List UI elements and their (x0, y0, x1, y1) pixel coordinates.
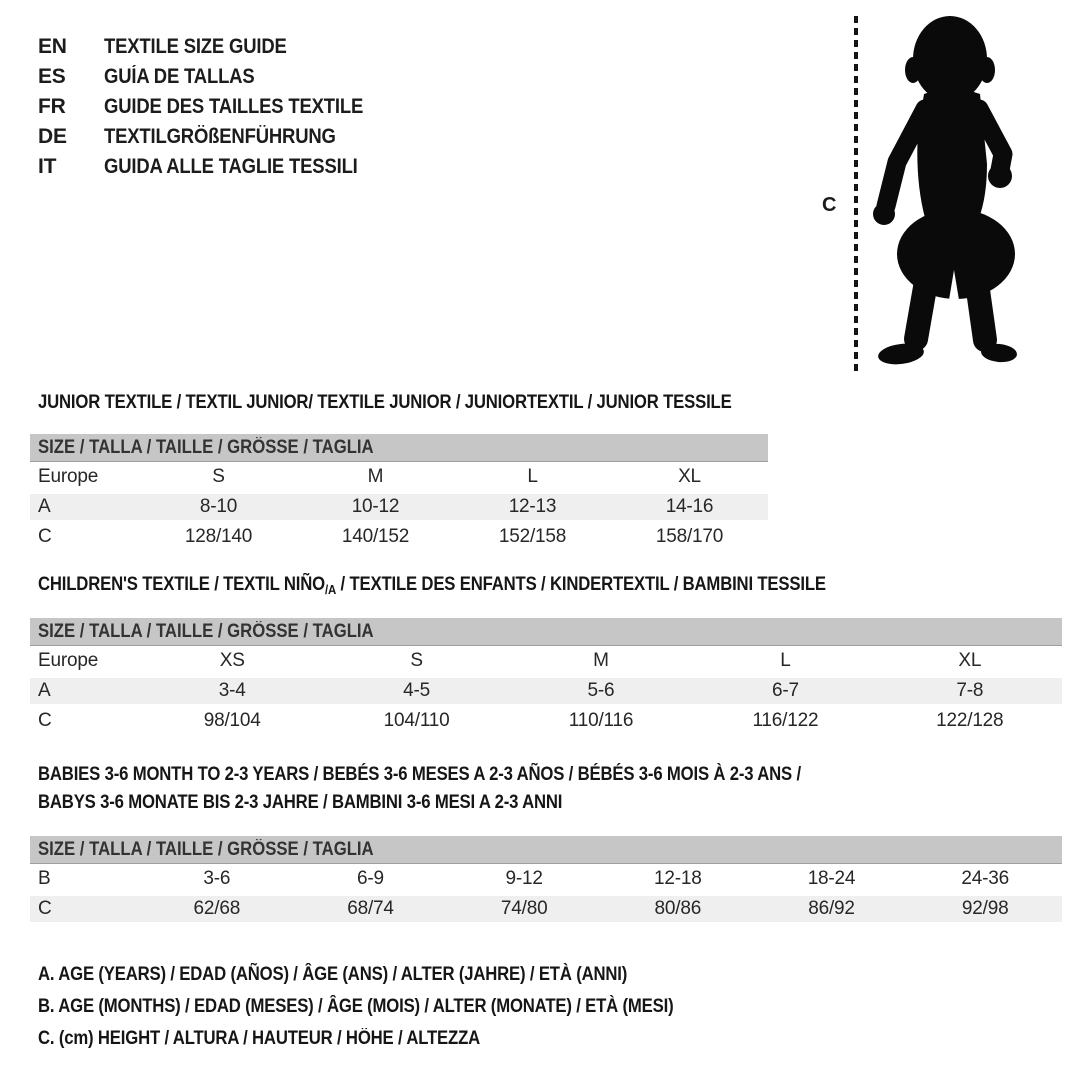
junior-size-table (30, 434, 768, 552)
height-cell: 128/140 (184, 526, 253, 547)
size-cell: L (780, 650, 791, 671)
months-cell: 24-36 (961, 868, 1009, 889)
size-cell: S (212, 466, 225, 487)
language-row (38, 122, 398, 152)
children-size-table (30, 618, 1062, 736)
height-cell: 92/98 (961, 898, 1009, 919)
size-cell: XL (678, 466, 701, 487)
height-cell: 86/92 (808, 898, 855, 919)
language-code: ES (38, 65, 66, 88)
guide-title-it: GUIDA ALLE TAGLIE TESSILI (104, 155, 358, 178)
size-header-bar: SIZE / TALLA / TAILLE / GRÖSSE / TAGLIA (30, 434, 768, 462)
table-row (30, 522, 768, 552)
language-title-block (38, 32, 398, 182)
age-cell: 8-10 (199, 496, 238, 517)
size-cell: M (367, 466, 384, 487)
language-row (38, 32, 398, 62)
months-cell: 3-6 (203, 868, 231, 889)
height-cell: 140/152 (341, 526, 410, 547)
language-code: EN (38, 35, 67, 58)
table-row (30, 706, 1062, 736)
age-cell: 6-7 (771, 680, 799, 701)
height-cell: 74/80 (500, 898, 548, 919)
size-cell: XL (958, 650, 982, 671)
age-cell: 5-6 (587, 680, 615, 701)
height-cell: 80/86 (654, 898, 702, 919)
height-cell: 62/68 (193, 898, 241, 919)
months-cell: 9-12 (505, 868, 543, 889)
table-row (30, 462, 768, 492)
title-subscript: /A (324, 582, 337, 597)
height-cell: 152/158 (498, 526, 567, 547)
row-label: Europe (38, 466, 99, 487)
age-cell: 10-12 (351, 496, 400, 517)
size-cell: S (410, 650, 423, 671)
row-label: A (38, 680, 51, 701)
language-row (38, 92, 398, 122)
section-babies-title-line1: BABIES 3-6 MONTH TO 2-3 YEARS / BEBÉS 3-6 MESES A 2-3 AÑOS / BÉBÉS 3-6 MOIS À 2-3 ANS / (38, 764, 801, 785)
size-header-bar: SIZE / TALLA / TAILLE / GRÖSSE / TAGLIA (30, 836, 1062, 864)
table-row (30, 492, 768, 522)
size-cell: L (527, 466, 538, 487)
table-row (30, 676, 1062, 706)
height-cell: 158/170 (655, 526, 724, 547)
legend-age-months: B. AGE (MONTHS) / EDAD (MESES) / ÂGE (MOIS) / ALTER (MONATE) / ETÀ (MESI) (38, 996, 674, 1017)
language-row (38, 152, 398, 182)
row-label: Europe (38, 650, 99, 671)
language-code: IT (38, 155, 57, 178)
section-junior-title: JUNIOR TEXTILE / TEXTIL JUNIOR/ TEXTILE JUNIOR / JUNIORTEXTIL / JUNIOR TESSILE (38, 392, 732, 413)
row-label: C (38, 526, 52, 547)
age-cell: 12-13 (508, 496, 557, 517)
size-header-bar: SIZE / TALLA / TAILLE / GRÖSSE / TAGLIA (30, 618, 1062, 646)
months-cell: 12-18 (654, 868, 702, 889)
months-cell: 6-9 (357, 868, 384, 889)
row-label: A (38, 496, 51, 517)
guide-title-de: TEXTILGRÖßENFÜHRUNG (104, 125, 336, 148)
language-code: DE (38, 125, 67, 148)
height-cell: 116/122 (752, 710, 819, 731)
row-label: C (38, 710, 52, 731)
height-cell: 104/110 (383, 710, 450, 731)
height-cell: 68/74 (347, 898, 394, 919)
size-cell: M (593, 650, 609, 671)
guide-title-es: GUÍA DE TALLAS (104, 65, 255, 88)
guide-title-en: TEXTILE SIZE GUIDE (104, 35, 287, 58)
age-cell: 4-5 (403, 680, 431, 701)
age-cell: 14-16 (665, 496, 714, 517)
legend-age-years: A. AGE (YEARS) / EDAD (AÑOS) / ÂGE (ANS) / ALTER (JAHRE) / ETÀ (ANNI) (38, 964, 628, 985)
section-children-title: CHILDREN'S TEXTILE / TEXTIL $NIÑO_{/A}$ / TEXTILE DES ENFANTS / KINDERTEXTIL / BAMBINI TESSILE (38, 574, 826, 597)
height-cell: 122/128 (936, 710, 1004, 731)
toddler-silhouette-icon (868, 14, 1020, 366)
row-label: C (38, 898, 52, 919)
height-dashed-line (854, 16, 858, 372)
height-cell: 98/104 (203, 710, 261, 731)
table-row (30, 864, 1062, 894)
language-code: FR (38, 95, 66, 118)
height-marker-label: C (822, 194, 837, 216)
guide-title-fr: GUIDE DES TAILLES TEXTILE (104, 95, 364, 118)
age-cell: 3-4 (218, 680, 246, 701)
table-row (30, 894, 1062, 924)
section-babies-title-line2: BABYS 3-6 MONATE BIS 2-3 JAHRE / BAMBINI 3-6 MESI A 2-3 ANNI (38, 792, 563, 813)
legend-height-cm: C. (cm) HEIGHT / ALTURA / HAUTEUR / HÖHE / ALTEZZA (38, 1028, 481, 1049)
babies-size-table (30, 836, 1062, 924)
height-cell: 110/116 (568, 710, 634, 731)
months-cell: 18-24 (807, 868, 856, 889)
table-row (30, 646, 1062, 676)
age-cell: 7-8 (956, 680, 984, 701)
row-label: B (38, 868, 51, 889)
language-row (38, 62, 398, 92)
size-cell: XS (219, 650, 245, 671)
